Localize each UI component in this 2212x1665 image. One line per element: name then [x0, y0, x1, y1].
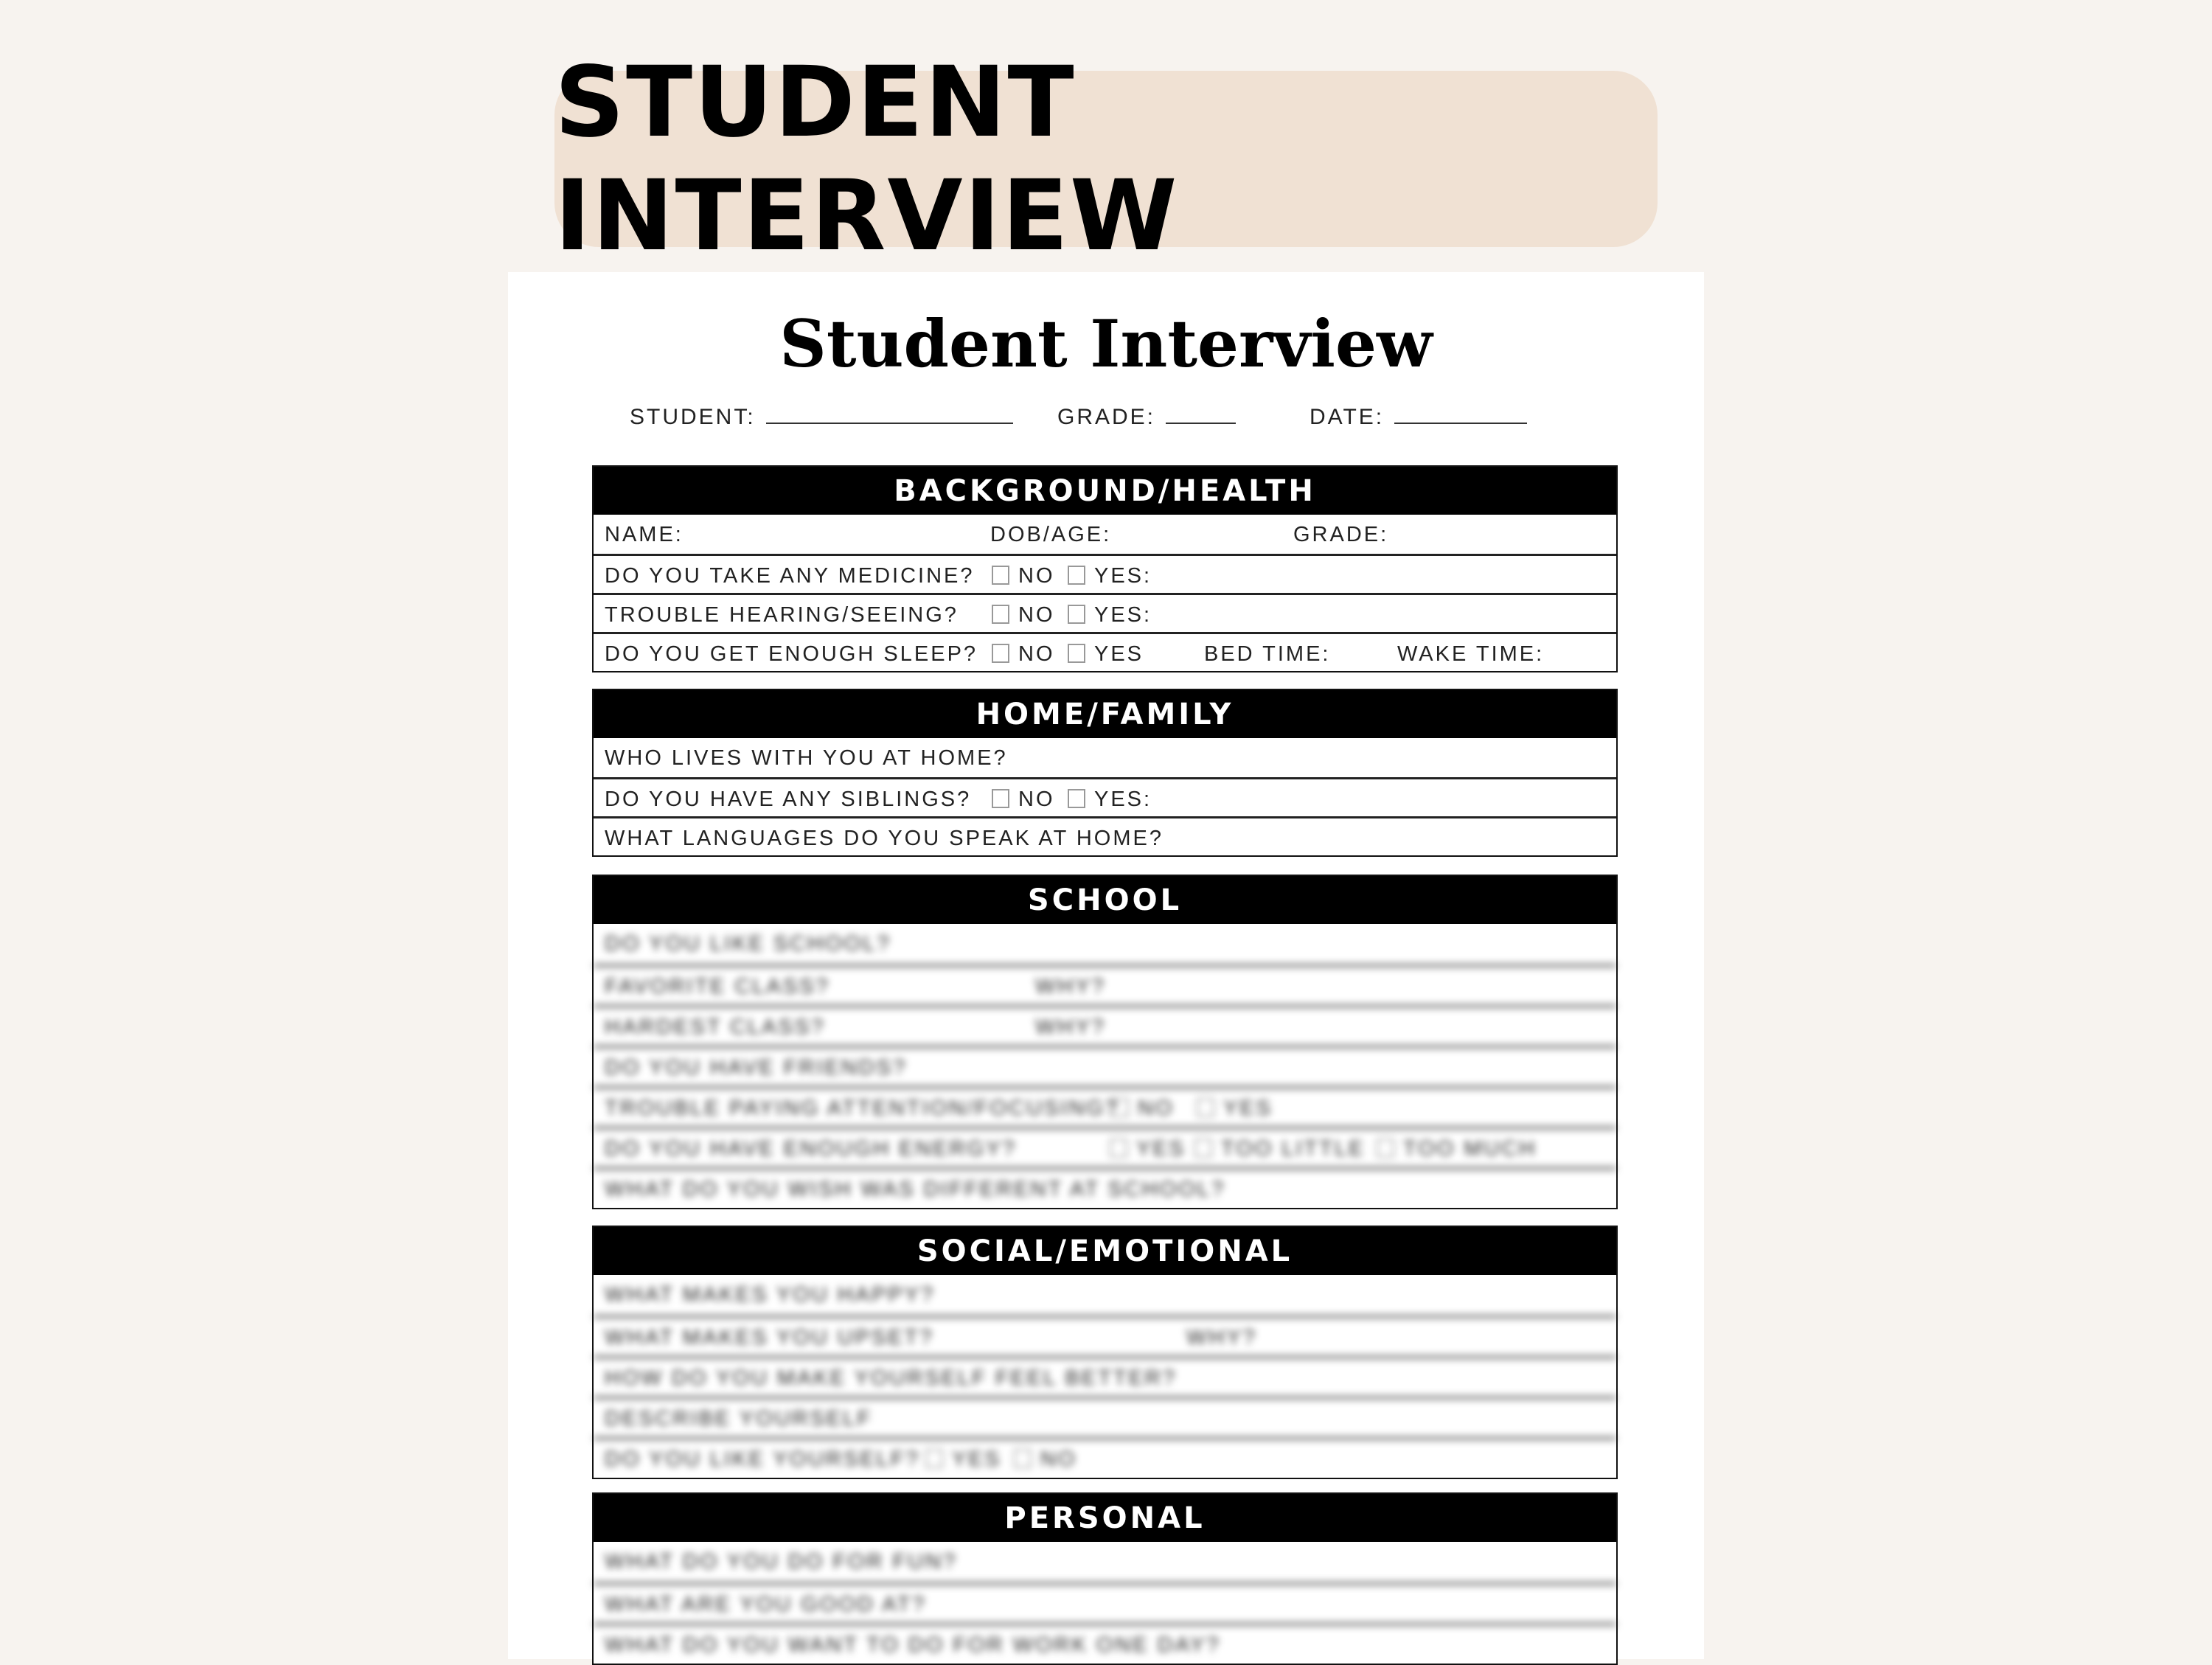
table-row [594, 1275, 1616, 1315]
option-label: YES [1094, 642, 1144, 666]
dob-label: DOB/AGE: [990, 523, 1112, 546]
option-label: YES [1223, 1096, 1273, 1120]
question-label: FAVORITE CLASS? [605, 975, 830, 998]
question-label: WHAT DO YOU WANT TO DO FOR WORK ONE DAY? [605, 1633, 1221, 1657]
checkbox-yes[interactable] [925, 1449, 943, 1468]
table-row [594, 1437, 1616, 1478]
option-label: NO [1138, 1096, 1175, 1120]
question-label: DO YOU GET ENOUGH SLEEP? [605, 642, 978, 666]
why-label: WHY? [1035, 1015, 1106, 1039]
question-label: HOW DO YOU MAKE YOURSELF FEEL BETTER? [605, 1366, 1177, 1390]
checkbox-no[interactable] [1111, 1098, 1129, 1117]
section-personal [592, 1492, 1618, 1665]
checkbox-yes[interactable] [1068, 566, 1085, 585]
grade-label: GRADE: [1057, 405, 1156, 429]
why-label: WHY? [1035, 975, 1106, 998]
bed-time-label: BED TIME: [1204, 642, 1331, 666]
question-label: DO YOU HAVE ANY SIBLINGS? [605, 788, 972, 811]
checkbox-yes[interactable] [1068, 644, 1085, 663]
grade-label: GRADE: [1293, 523, 1389, 546]
banner [554, 45, 1658, 273]
table-row [594, 777, 1616, 816]
table-row [594, 515, 1616, 554]
option-label: YES: [1094, 788, 1152, 811]
grade-field[interactable] [1057, 405, 1236, 430]
wake-time-label: WAKE TIME: [1397, 642, 1545, 666]
question-label: WHAT DO YOU WISH WAS DIFFERENT AT SCHOOL? [605, 1178, 1226, 1201]
checkbox-no[interactable] [992, 605, 1009, 624]
section-header: PERSONAL [594, 1494, 1616, 1542]
option-label: TOO MUCH [1403, 1137, 1537, 1161]
question-label: HARDEST CLASS? [605, 1015, 826, 1039]
option-label: NO [1018, 642, 1055, 666]
checkbox-no[interactable] [992, 789, 1009, 808]
question-label: WHAT MAKES YOU UPSET? [605, 1326, 934, 1349]
option-label: YES [952, 1447, 1002, 1471]
checkbox-too-little[interactable] [1194, 1139, 1212, 1158]
table-row [594, 1086, 1616, 1127]
option-label: NO [1040, 1447, 1077, 1471]
checkbox-yes[interactable] [1197, 1098, 1214, 1117]
question-label: DO YOU HAVE ENOUGH ENERGY? [605, 1137, 1017, 1161]
question-label: DO YOU HAVE FRIENDS? [605, 1056, 908, 1080]
checkbox-yes[interactable] [1110, 1139, 1127, 1158]
table-row [594, 1397, 1616, 1437]
checkbox-no[interactable] [992, 566, 1009, 585]
table-row [594, 964, 1616, 1005]
question-label: WHAT MAKES YOU HAPPY? [605, 1283, 936, 1307]
question-label: DO YOU LIKE YOURSELF? [605, 1447, 920, 1471]
section-header: BACKGROUND/HEALTH [594, 467, 1616, 515]
option-label: NO [1018, 603, 1055, 627]
table-row [594, 738, 1616, 777]
student-field[interactable] [630, 405, 1013, 430]
banner-title: STUDENT INTERVIEW [554, 45, 1179, 273]
section-home-family [592, 689, 1618, 857]
table-row [594, 1315, 1616, 1356]
section-header: SOCIAL/EMOTIONAL [594, 1227, 1616, 1275]
table-row [594, 1542, 1616, 1582]
table-row [594, 554, 1616, 593]
section-background-health [592, 465, 1618, 672]
worksheet-title: Student Interview [779, 305, 1433, 382]
table-row [594, 1005, 1616, 1046]
checkbox-no[interactable] [992, 644, 1009, 663]
section-header: HOME/FAMILY [594, 690, 1616, 738]
question-label: WHAT DO YOU DO FOR FUN? [605, 1550, 958, 1574]
section-header: SCHOOL [594, 876, 1616, 924]
checkbox-yes[interactable] [1068, 605, 1085, 624]
table-row [594, 632, 1616, 671]
table-row [594, 1046, 1616, 1086]
question-label: WHAT ARE YOU GOOD AT? [605, 1593, 927, 1616]
section-school [592, 875, 1618, 1209]
checkbox-no[interactable] [1014, 1449, 1032, 1468]
table-row [594, 1582, 1616, 1623]
section-social-emotional [592, 1226, 1618, 1479]
table-row [594, 593, 1616, 632]
option-label: YES [1136, 1137, 1186, 1161]
option-label: NO [1018, 564, 1055, 588]
question-label: DESCRIBE YOURSELF [605, 1407, 873, 1431]
question-label: WHAT LANGUAGES DO YOU SPEAK AT HOME? [605, 827, 1164, 850]
table-row [594, 816, 1616, 855]
question-label: DO YOU TAKE ANY MEDICINE? [605, 564, 975, 588]
option-label: YES: [1094, 564, 1152, 588]
option-label: NO [1018, 788, 1055, 811]
question-label: WHO LIVES WITH YOU AT HOME? [605, 746, 1008, 770]
student-label: STUDENT: [630, 405, 756, 429]
table-row [594, 924, 1616, 964]
question-label: TROUBLE HEARING/SEEING? [605, 603, 959, 627]
date-field[interactable] [1310, 405, 1527, 430]
option-label: YES: [1094, 603, 1152, 627]
option-label: TOO LITTLE [1221, 1137, 1366, 1161]
date-label: DATE: [1310, 405, 1385, 429]
checkbox-yes[interactable] [1068, 789, 1085, 808]
table-row [594, 1623, 1616, 1664]
table-row [594, 1167, 1616, 1208]
worksheet-page [508, 272, 1704, 1659]
question-label: DO YOU LIKE SCHOOL? [605, 932, 891, 956]
checkbox-too-much[interactable] [1377, 1139, 1394, 1158]
question-label: TROUBLE PAYING ATTENTION/FOCUSING? [605, 1096, 1120, 1120]
name-label: NAME: [605, 523, 684, 546]
why-label: WHY? [1186, 1326, 1257, 1349]
table-row [594, 1127, 1616, 1167]
table-row [594, 1356, 1616, 1397]
